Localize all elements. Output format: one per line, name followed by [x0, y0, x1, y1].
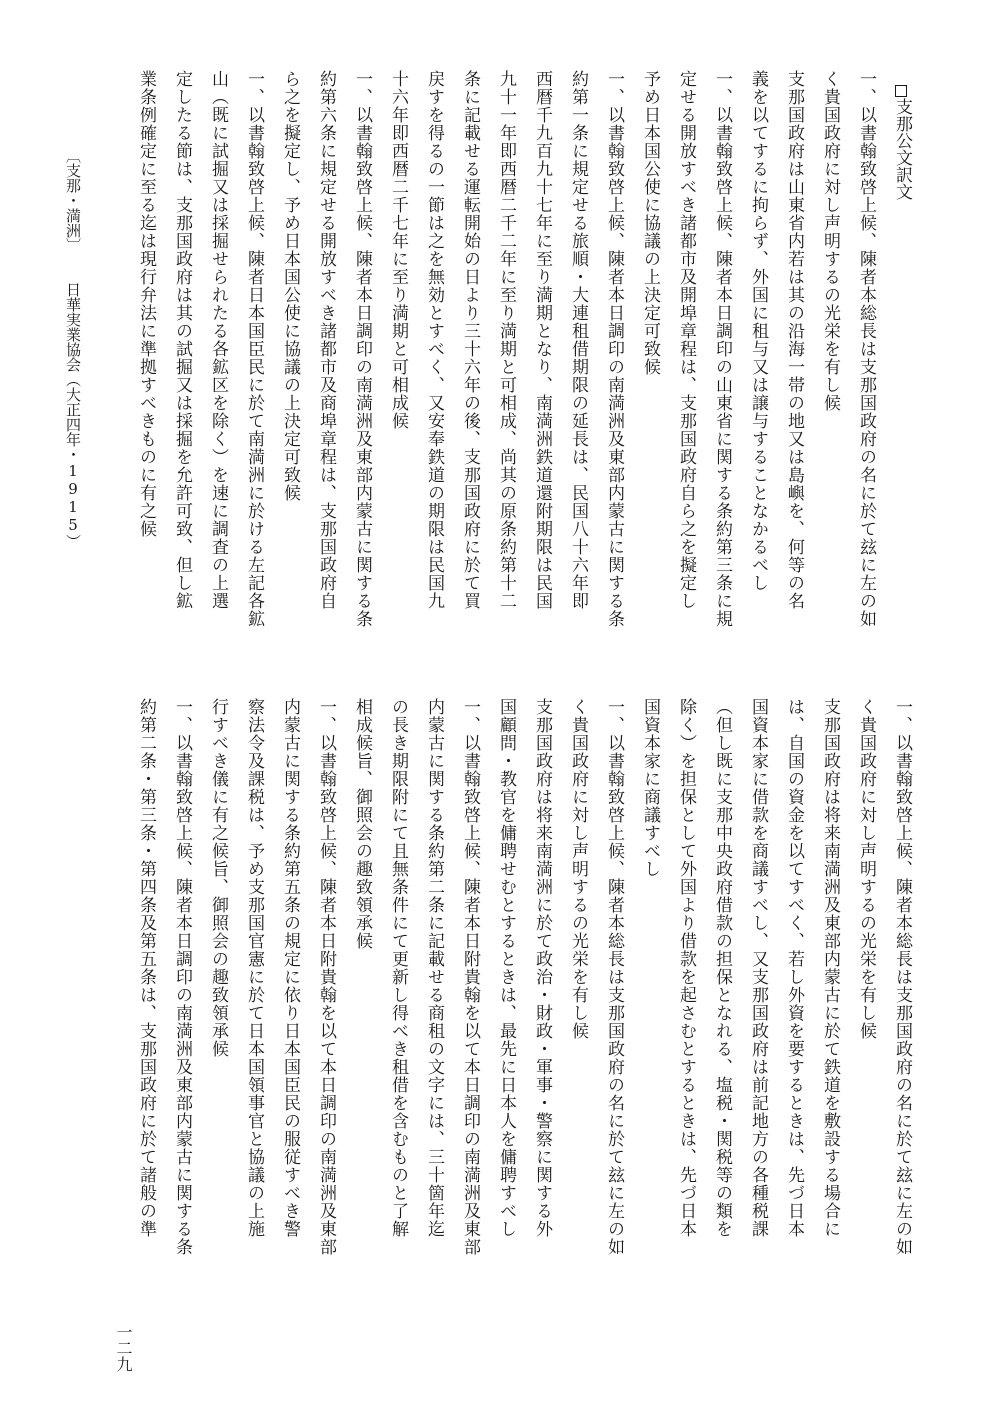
text-column: 国顧問・教官を傭聘せむとするときは、最先に日本人を傭聘すべし	[496, 698, 516, 1238]
text-column: 相成候旨、御照会の趣致領承候	[352, 698, 372, 950]
text-column: 察法令及課税は、予め支那国官憲に於て日本国領事官と協議の上施	[244, 698, 264, 1238]
text-column: 内蒙古に関する条約第二条に記載せる商租の文字には、三十箇年迄	[424, 698, 444, 1238]
text-column: く貴国政府に対し声明するの光栄を有し候	[820, 70, 840, 412]
text-column: 国資本家に商議すべし	[640, 698, 660, 878]
text-column: 約第六条に規定せる開放すべき諸都市及商埠章程は、支那国政府自	[316, 70, 336, 610]
text-column: 一、以書翰致啓上候、陳者本日調印の南満洲及東部内蒙古に関する条	[172, 698, 192, 1256]
text-column: 支那国政府は将来南満洲に於て政治・財政・軍事・警察に関する外	[532, 698, 552, 1238]
text-column: 支那国政府は山東省内若は其の沿海一帯の地又は島嶼を、何等の名	[784, 70, 804, 610]
text-column: 内蒙古に関する条約第五条の規定に依り日本国臣民の服従すべき警	[280, 698, 300, 1238]
section-title: 支那公文訳文	[892, 98, 912, 200]
text-column: 除く）を担保として外国より借款を起さむとするときは、先づ日本	[676, 698, 696, 1238]
text-column: （但し既に支那中央政府借款の担保となれる、塩税・関税等の類を	[712, 698, 732, 1238]
text-column: 九十一年即西暦二千二年に至り満期と可相成、尚其の原条約第十二	[496, 70, 516, 610]
text-column: の長き期限附にて且無条件にて更新し得べき租借を含むものと了解	[388, 698, 408, 1238]
text-column: ら之を擬定し、予め日本国公使に協議の上決定可致候	[280, 70, 300, 502]
text-column: 一、以書翰致啓上候、陳者本総長は支那国政府の名に於て玆に左の如	[604, 698, 624, 1256]
text-column: 条に記載せる運転開始の日より三十六年の後、支那国政府に於て買	[460, 70, 480, 610]
text-column: 一、以書翰致啓上候、陳者本総長は支那国政府の名に於て玆に左の如	[856, 70, 876, 628]
text-column: 国資本家に借款を商議すべし、又支那国政府は前記地方の各種税課	[748, 698, 768, 1238]
text-column: 西暦千九百九十七年に至り満期となり、南満洲鉄道還附期限は民国	[532, 70, 552, 610]
text-column: 支那国政府は将来南満洲及東部内蒙古に於て鉄道を敷設する場合に	[820, 698, 840, 1238]
square-box-icon	[895, 85, 907, 97]
text-column: 一、以書翰致啓上候、陳者本日附貴翰を以て本日調印の南満洲及東部	[460, 698, 480, 1256]
text-column: 行すべき儀に有之候旨、御照会の趣致領承候	[208, 698, 228, 1058]
text-column: 義を以てするに拘らず、外国に租与又は譲与することなかるべし	[748, 70, 768, 592]
text-column: 予め日本国公使に協議の上決定可致候	[640, 70, 660, 376]
text-column: 一、以書翰致啓上候、陳者本日調印の山東省に関する条約第三条に規	[712, 70, 732, 628]
text-column: 一、以書翰致啓上候、陳者本日調印の南満洲及東部内蒙古に関する条	[604, 70, 624, 628]
text-column: く貴国政府に対し声明するの光栄を有し候	[568, 698, 588, 1040]
footer-category: 〔支那・満洲〕	[64, 148, 82, 253]
text-column: 定したる節は、支那国政府は其の試掘又は採掘を允許可致、但し鉱	[172, 70, 192, 610]
text-column: 一、以書翰致啓上候、陳者本日調印の南満洲及東部内蒙古に関する条	[352, 70, 372, 628]
text-column: 十六年即西暦二千七年に至り満期と可相成候	[388, 70, 408, 430]
text-column: く貴国政府に対し声明するの光栄を有し候	[856, 698, 876, 1040]
text-column: 業条例確定に至る迄は現行弁法に準拠すべきものに有之候	[136, 70, 156, 538]
page-number: 一二九	[114, 1324, 133, 1372]
text-column: は、自国の資金を以てすべく、若し外資を要するときは、先づ日本	[784, 698, 804, 1238]
text-column: 約第二条・第三条・第四条及第五条は、支那国政府に於て諸般の準	[136, 698, 156, 1238]
text-column: 一、以書翰致啓上候、陳者日本国臣民に於て南満洲に於ける左記各鉱	[244, 70, 264, 628]
text-column: 定せる開放すべき諸都市及開埠章程は、支那国政府自ら之を擬定し	[676, 70, 696, 610]
text-column: 山（既に試掘又は採掘せられたる各鉱区を除く）を速に調査の上選	[208, 70, 228, 610]
text-column: 戻すを得るの一節は之を無効とすべく、又安奉鉄道の期限は民国九	[424, 70, 444, 610]
text-column: 約第一条に規定せる旅順・大連租借期限の延長は、民国八十六年即	[568, 70, 588, 610]
text-column: 一、以書翰致啓上候、陳者本総長は支那国政府の名に於て玆に左の如	[892, 698, 912, 1256]
footer-publisher: 日華実業協会（大正四年・1915）	[64, 282, 82, 549]
text-column: 一、以書翰致啓上候、陳者本日附貴翰を以て本日調印の南満洲及東部	[316, 698, 336, 1256]
